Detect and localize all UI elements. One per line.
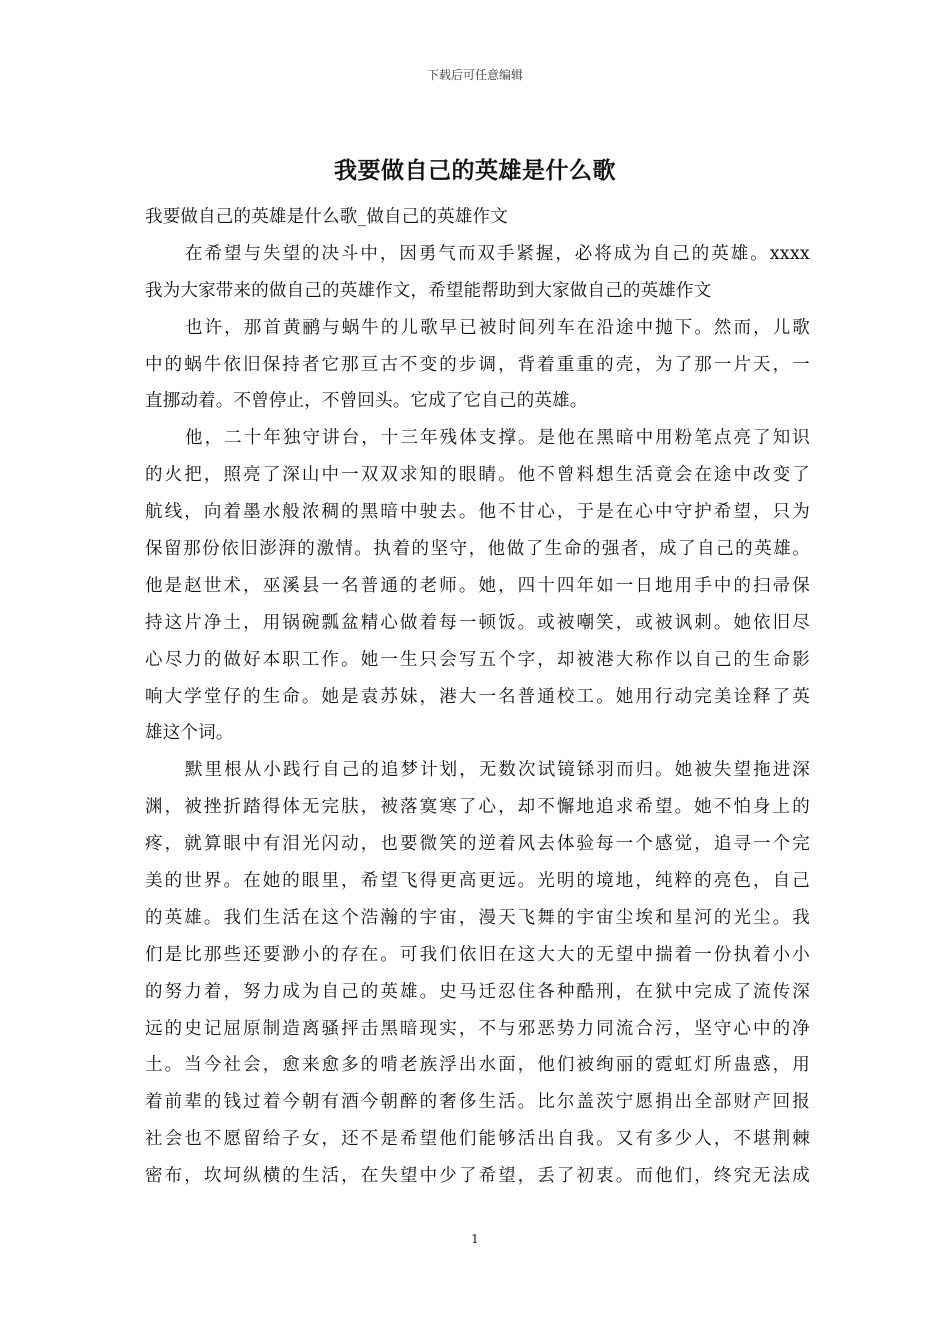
text-line: 航线，向着墨水般浓稠的黑暗中驶去。他不甘心，于是在心中守护希望，只为 xyxy=(145,502,810,523)
text-line: 他是赵世术，巫溪县一名普通的老师。她，四十四年如一日地用手中的扫帚保 xyxy=(145,575,810,596)
text-line: 保留那份依旧澎湃的激情。执着的坚守，他做了生命的强者，成了自己的英雄。 xyxy=(145,539,810,560)
text-line: 持这片净土，用锅碗瓢盆精心做着每一顿饭。或被嘲笑，或被讽刺。她依旧尽 xyxy=(145,612,810,633)
text-line: 我要做自己的英雄是什么歌_做自己的英雄作文 xyxy=(145,207,508,227)
text-line: 美的世界。在她的眼里，希望飞得更高更远。光明的境地，纯粹的亮色，自己 xyxy=(145,871,810,892)
text-line: 土。当今社会，愈来愈多的啃老族浮出水面，他们被绚丽的霓虹灯所蛊惑，用 xyxy=(145,1055,810,1076)
text-line: 的火把，照亮了深山中一双双求知的眼睛。他不曾料想生活竟会在途中改变了 xyxy=(145,465,810,486)
text-line: 社会也不愿留给子女，还不是希望他们能够活出自我。又有多少人，不堪荆棘 xyxy=(145,1129,810,1150)
text-line: 响大学堂仔的生命。她是袁苏妹，港大一名普通校工。她用行动完美诠释了英 xyxy=(145,686,810,707)
text-line: 也许，那首黄鹂与蜗牛的儿歌早已被时间列车在沿途中抛下。然而，儿歌 xyxy=(185,317,810,338)
text-line: 的英雄。我们生活在这个浩瀚的宇宙，漫天飞舞的宇宙尘埃和星河的光尘。我 xyxy=(145,907,810,928)
text-line: 默里根从小践行自己的追梦计划，无数次试镜铩羽而归。她被失望拖进深 xyxy=(185,760,810,781)
text-line: 心尽力的做好本职工作。她一生只会写五个字，却被港大称作以自己的生命影 xyxy=(145,649,810,670)
text-line: 的努力着，努力成为自己的英雄。史马迁忍住各种酷刑，在狱中完成了流传深 xyxy=(145,981,810,1002)
text-line: 密布，坎坷纵横的生活，在失望中少了希望，丢了初衷。而他们，终究无法成 xyxy=(145,1166,810,1187)
body-text xyxy=(145,199,810,1195)
text-line: 们是比那些还要渺小的存在。可我们依旧在这大大的无望中揣着一份执着小小 xyxy=(145,944,810,965)
text-line: 直挪动着。不曾停止，不曾回头。它成了它自己的英雄。 xyxy=(145,391,588,412)
text-line: 远的史记屈原制造离骚抨击黑暗现实，不与邪恶势力同流合污，坚守心中的净 xyxy=(145,1018,810,1039)
text-line: 他，二十年独守讲台，十三年残体支撑。是他在黑暗中用粉笔点亮了知识 xyxy=(185,428,810,449)
text-line: 雄这个词。 xyxy=(145,723,234,744)
page-number: 1 xyxy=(471,1232,479,1246)
text-line: 我为大家带来的做自己的英雄作文，希望能帮助到大家做自己的英雄作文 xyxy=(145,280,712,301)
text-line: 渊，被挫折踏得体无完肤，被落寞寒了心，却不懈地追求希望。她不怕身上的 xyxy=(145,797,810,818)
text-line: 着前辈的钱过着今朝有酒今朝醉的奢侈生活。比尔盖茨宁愿捐出全部财产回报 xyxy=(145,1092,810,1113)
text-line: 疼，就算眼中有泪光闪动，也要微笑的逆着风去体验每一个感觉，追寻一个完 xyxy=(145,834,810,855)
page-title: 我要做自己的英雄是什么歌 xyxy=(334,157,616,184)
text-line: 在希望与失望的决斗中，因勇气而双手紧握，必将成为自己的英雄。xxxx xyxy=(185,243,810,264)
text-line: 中的蜗牛依旧保持者它那亘古不变的步调，背着重重的壳，为了那一片天，一 xyxy=(145,354,810,375)
page-header: 下载后可任意编辑 xyxy=(426,68,523,82)
